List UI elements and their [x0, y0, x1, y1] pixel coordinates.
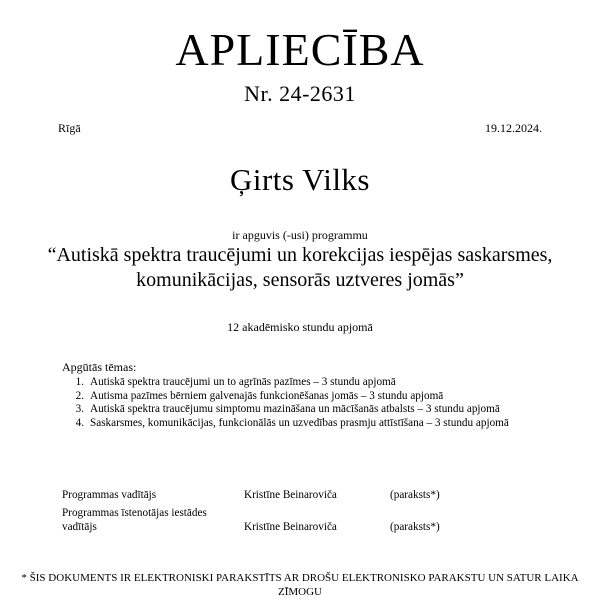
- topic-number: 1.: [75, 376, 84, 388]
- topic-number: 3.: [75, 403, 84, 415]
- topic-item: [62, 417, 532, 431]
- electronic-signature-note: * ŠIS DOKUMENTS IR ELEKTRONISKI PARAKSTĪTS AR DROŠU ELEKTRONISKO PARAKSTU UN SATUR LAIKA ZĪMOGU: [21, 572, 579, 598]
- topic-text: Autisma pazīmes bērniem galvenajās funkcionēšanas jomās – 3 stundu apjomā: [90, 389, 444, 402]
- topics-list: [62, 376, 532, 430]
- signature-name-program-manager: Kristīne Beinaroviča: [244, 489, 337, 501]
- completed-text: ir apguvis (-usi) programmu: [232, 228, 368, 242]
- signature-placeholder: (paraksts*): [390, 521, 440, 533]
- recipient-name: Ģirts Vilks: [229, 162, 370, 197]
- signature-role-institution-head: Programmas īstenotājas iestādes vadītājs: [62, 507, 207, 533]
- topic-number: 4.: [75, 416, 84, 429]
- topic-text: Autiskā spektra traucējumi un to agrīnās pazīmes – 3 stundu apjomā: [90, 376, 396, 388]
- topic-text: Saskarsmes, komunikācijas, funkcionālās un uzvedības prasmju attīstīšana – 3 stundu apjomā: [90, 416, 509, 429]
- topic-item: [62, 403, 532, 417]
- certificate-number: Nr. 24-2631: [244, 81, 356, 106]
- issue-date: 19.12.2024.: [485, 121, 542, 135]
- issue-place: Rīgā: [58, 121, 81, 135]
- topic-item: [62, 390, 532, 404]
- topics-heading: Apgūtās tēmas:: [62, 360, 137, 374]
- signature-placeholder: (paraksts*): [390, 489, 440, 501]
- topic-number: 2.: [75, 389, 84, 402]
- topic-text: Autiskā spektra traucējumu simptomu mazināšana un mācīšanās atbalsts – 3 stundu apjomā: [90, 403, 500, 415]
- program-hours: 12 akadēmisko stundu apjomā: [227, 320, 373, 334]
- topic-item: [62, 376, 532, 390]
- signature-role-program-manager: Programmas vadītājs: [62, 489, 157, 501]
- signature-name-institution-head: Kristīne Beinaroviča: [244, 521, 337, 533]
- certificate-title: APLIECĪBA: [175, 24, 425, 75]
- program-title: “Autiskā spektra traucējumi un korekcijas iespējas saskarsmes, komunikācijas, sensorās uztveres jomās”: [47, 244, 553, 291]
